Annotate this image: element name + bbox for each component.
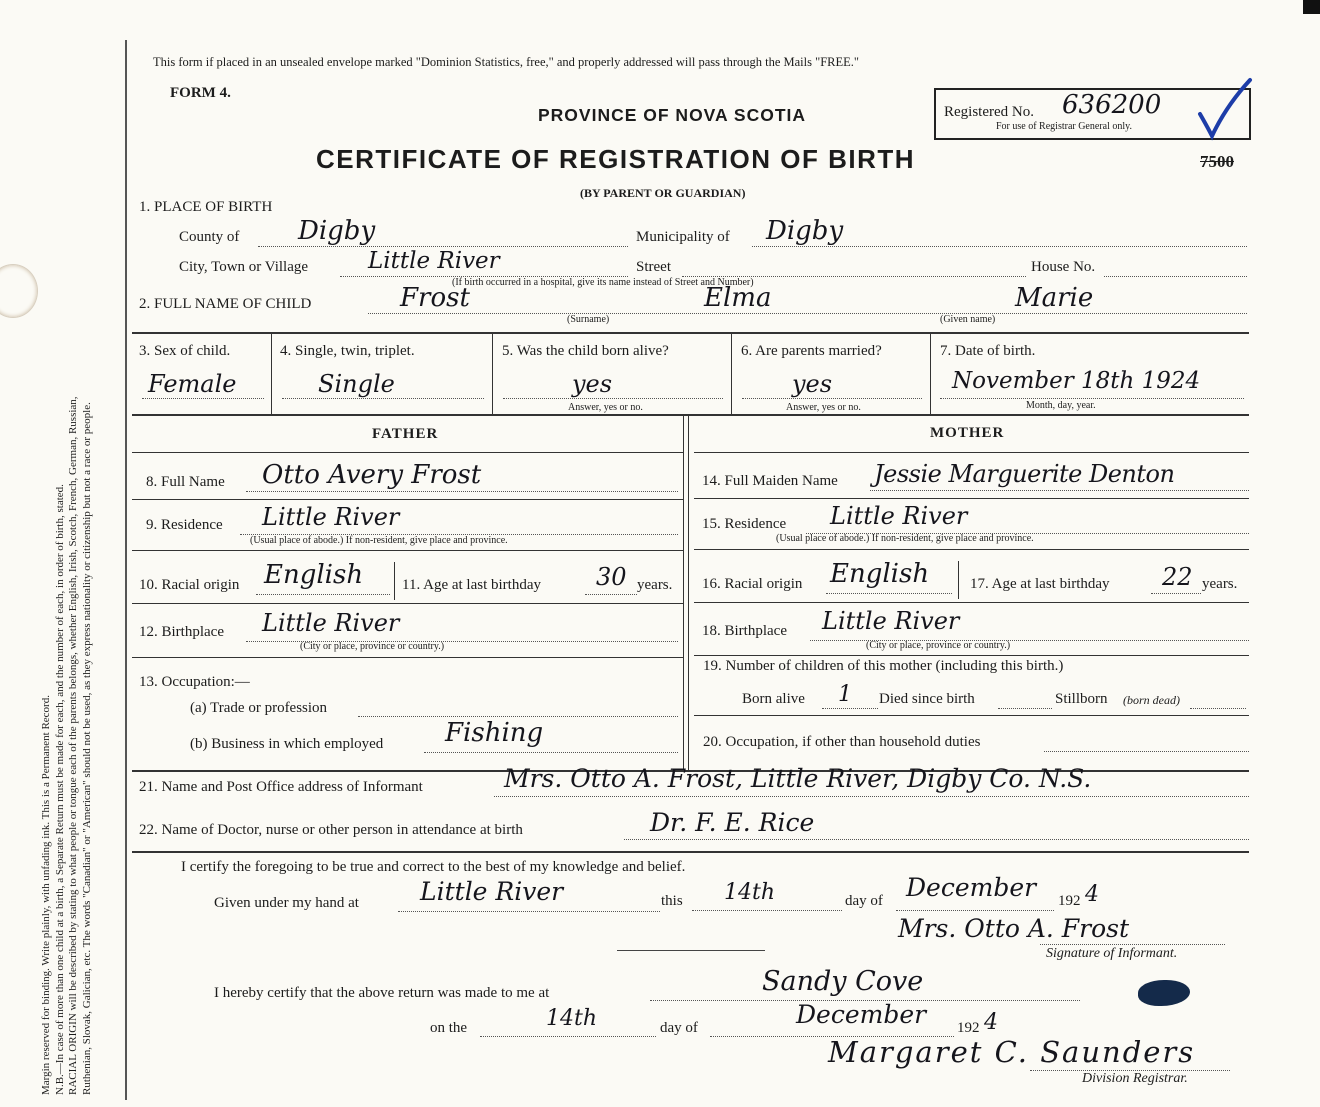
hospital-note: (If birth occurred in a hospital, give its name instead of Street and Number) [452, 277, 754, 288]
father-residence-caption: (Usual place of abode.) If non-resident, give place and province. [250, 535, 508, 546]
father-business-value: Fishing [445, 718, 544, 748]
registered-number: 636200 [1062, 90, 1162, 120]
stillborn-label: Stillborn [1055, 691, 1108, 707]
blank-line [617, 950, 765, 951]
mother-residence-value: Little River [830, 502, 968, 530]
given-under-label: Given under my hand at [214, 895, 359, 911]
father-trade-label: (a) Trade or profession [190, 700, 328, 716]
sex-label: 3. Sex of child. [139, 343, 231, 359]
house-line [1104, 276, 1247, 277]
mother-occupation-line [1044, 751, 1249, 752]
mother-name-line [870, 490, 1249, 491]
mother-birthplace-caption: (City or place, province or country.) [866, 640, 1011, 651]
mother-birthplace-label: 18. Birthplace [702, 623, 787, 639]
mother-children-label: 19. Number of children of this mother (including this birth.) [703, 658, 1064, 674]
year-prefix: 192 [1058, 893, 1081, 909]
registered-label: Registered No. [944, 104, 1034, 120]
informant-signature-line [1040, 944, 1225, 945]
father-row-rule [132, 550, 683, 551]
registrar-year-suffix: 4 [984, 1010, 998, 1035]
alive-caption: Answer, yes or no. [568, 402, 643, 413]
margin-note: N.B.—In case of more than one child at a birth, a Separate Return must be made for each, and the number of each, in order of birth, stated. [53, 484, 66, 1095]
mail-notice: This form if placed in an unsealed envelope marked "Dominion Statistics, free," and properly addressed will pass through the Mails "FREE." [153, 55, 860, 69]
dob-line [940, 398, 1244, 399]
given-month-value: December [906, 873, 1037, 902]
surname-caption: (Surname) [567, 314, 610, 325]
plurality-line [282, 398, 484, 399]
county-label: County of [179, 229, 240, 245]
given-place-line [398, 911, 660, 912]
child-surname: Frost [400, 283, 470, 313]
born-alive-line [822, 708, 878, 709]
binding-margin-line [125, 40, 127, 1100]
father-occupation-label: 13. Occupation:— [139, 674, 250, 690]
mother-years-label: years. [1202, 576, 1238, 592]
row3-divider [731, 332, 732, 414]
informant-signature-caption: Signature of Informant. [1046, 946, 1178, 961]
child-given-name-2: Marie [1015, 283, 1094, 313]
father-residence-value: Little River [262, 503, 400, 531]
father-age-line [585, 594, 637, 595]
margin-notes [40, 35, 94, 1095]
row3-top-rule [132, 332, 1249, 334]
father-race-value: English [264, 560, 364, 590]
mother-occupation-label: 20. Occupation, if other than household duties [703, 734, 981, 750]
married-caption: Answer, yes or no. [786, 402, 861, 413]
municipality-value: Digby [766, 216, 844, 246]
mother-race-value: English [830, 559, 930, 589]
child-name-label: 2. FULL NAME OF CHILD [139, 296, 312, 312]
dob-caption: Month, day, year. [1026, 400, 1096, 411]
binding-hole [0, 264, 38, 318]
county-value: Digby [298, 216, 376, 246]
mother-row-rule [694, 655, 1249, 656]
mother-birthplace-value: Little River [822, 607, 960, 635]
registrar-day-value: 14th [546, 1006, 598, 1031]
row3-divider [930, 332, 931, 414]
mother-race-label: 16. Racial origin [702, 576, 803, 592]
mother-residence-label: 15. Residence [702, 516, 787, 532]
checkmark-icon [1196, 76, 1256, 146]
born-alive-label: Born alive [742, 691, 805, 707]
city-value: Little River [368, 248, 500, 274]
mother-race-line [826, 593, 952, 594]
father-business-label: (b) Business in which employed [190, 736, 384, 752]
mother-row-rule [694, 549, 1249, 550]
municipality-line [752, 246, 1247, 247]
registrar-signature-caption: Division Registrar. [1082, 1071, 1188, 1086]
place-of-birth-label: 1. PLACE OF BIRTH [139, 199, 273, 215]
father-row-rule [132, 499, 683, 500]
plurality-value: Single [318, 370, 395, 398]
year-suffix: 4 [1085, 882, 1099, 907]
sex-value: Female [148, 370, 237, 398]
mother-row-rule [694, 715, 1249, 716]
father-race-divider [394, 562, 395, 600]
informant-label: 21. Name and Post Office address of Informant [139, 779, 423, 795]
margin-note: Margin reserved for binding. Write plainly, with unfading ink. This is a Permanent Record. [40, 695, 52, 1095]
row3-bottom-rule [132, 414, 1249, 416]
alive-value: yes [572, 370, 613, 398]
mother-row-rule [694, 602, 1249, 603]
this-label: this [661, 893, 683, 909]
day-of-label: day of [845, 893, 883, 909]
county-line [258, 246, 628, 247]
father-years-label: years. [637, 577, 673, 593]
father-race-label: 10. Racial origin [139, 577, 240, 593]
father-residence-label: 9. Residence [146, 517, 223, 533]
born-alive-value: 1 [838, 682, 852, 707]
province-heading: PROVINCE OF NOVA SCOTIA [538, 105, 807, 125]
margin-note: Ruthenian, Slovak, Galician, etc. The words "Canadian" or "American" should not be used, as they express nationality or citizenship but not a race or people. [80, 402, 93, 1095]
father-trade-line [358, 716, 678, 717]
given-place-value: Little River [420, 877, 564, 906]
father-heading: FATHER [372, 426, 439, 442]
married-line [742, 398, 922, 399]
document-title: CERTIFICATE OF REGISTRATION OF BIRTH [316, 144, 916, 174]
ink-blot [1138, 980, 1190, 1006]
father-birthplace-value: Little River [262, 609, 400, 637]
doctor-line [624, 839, 1249, 840]
mother-name-label: 14. Full Maiden Name [702, 473, 838, 489]
father-row-rule [132, 603, 683, 604]
registrar-year-prefix: 192 [957, 1020, 980, 1036]
sex-line [142, 398, 264, 399]
doctor-label: 22. Name of Doctor, nurse or other person in attendance at birth [139, 822, 523, 838]
married-value: yes [792, 370, 833, 398]
mother-age-line [1151, 593, 1201, 594]
registrar-place-value: Sandy Cove [762, 966, 924, 997]
registrar-month-value: December [796, 1000, 927, 1029]
registrar-signature: Margaret C. Saunders [828, 1035, 1196, 1069]
month-line [896, 910, 1054, 911]
edge-mark [1303, 0, 1320, 14]
document-subtitle: (BY PARENT OR GUARDIAN) [580, 186, 746, 200]
informant-signature: Mrs. Otto A. Frost [898, 914, 1130, 943]
father-heading-rule [132, 452, 683, 453]
row3-divider [492, 332, 493, 414]
mother-heading: MOTHER [930, 425, 1005, 441]
father-age-label: 11. Age at last birthday [402, 577, 541, 593]
given-day-value: 14th [724, 880, 776, 905]
father-row-rule [132, 657, 683, 658]
municipality-label: Municipality of [636, 229, 730, 245]
dob-label: 7. Date of birth. [940, 343, 1036, 359]
registrar-statement: I hereby certify that the above return was made to me at [214, 985, 550, 1001]
form-number: FORM 4. [170, 85, 231, 101]
city-label: City, Town or Village [179, 259, 309, 275]
father-birthplace-caption: (City or place, province or country.) [300, 641, 445, 652]
plurality-label: 4. Single, twin, triplet. [280, 343, 415, 359]
alive-label: 5. Was the child born alive? [502, 343, 669, 359]
father-race-line [256, 594, 390, 595]
margin-note: RACIAL ORIGIN will be described by stating to what people or tongue each of the parents belongs, whether English, Irish, Scotch, French, German, Russian, [67, 396, 79, 1095]
stillborn-note: (born dead) [1123, 693, 1180, 707]
child-given-name-1: Elma [704, 283, 772, 313]
doctor-value: Dr. F. E. Rice [650, 808, 815, 837]
day-line [692, 910, 842, 911]
died-label: Died since birth [879, 691, 975, 707]
registrar-note: For use of Registrar General only. [996, 121, 1132, 132]
dob-value: November 18th 1924 [952, 368, 1201, 394]
column-divider [683, 416, 684, 770]
row3-divider [271, 332, 272, 414]
child-name-line [368, 313, 1247, 314]
stillborn-line [1190, 708, 1246, 709]
alive-line [503, 398, 723, 399]
father-name-line [246, 491, 678, 492]
struck-number: 7500 [1200, 152, 1234, 171]
registrar-day-of-label: day of [660, 1020, 698, 1036]
mother-row-rule [694, 498, 1249, 499]
mother-heading-rule [694, 452, 1249, 453]
informant-line [494, 796, 1249, 797]
father-name-value: Otto Avery Frost [262, 460, 482, 490]
mother-race-divider [958, 561, 959, 599]
died-line [998, 708, 1052, 709]
father-age-value: 30 [596, 563, 627, 591]
mother-residence-caption: (Usual place of abode.) If non-resident, give place and province. [776, 533, 1034, 544]
informant-value: Mrs. Otto A. Frost, Little River, Digby Co. N.S. [504, 764, 1092, 793]
registrar-day-line [480, 1036, 656, 1037]
married-label: 6. Are parents married? [741, 343, 882, 359]
father-birthplace-label: 12. Birthplace [139, 624, 224, 640]
column-divider [688, 416, 689, 770]
mother-age-label: 17. Age at last birthday [970, 576, 1110, 592]
certification-statement: I certify the foregoing to be true and correct to the best of my knowledge and belief. [181, 859, 686, 875]
mother-name-value: Jessie Marguerite Denton [874, 460, 1175, 488]
father-name-label: 8. Full Name [146, 474, 225, 490]
street-label: Street [636, 259, 671, 275]
certification-top-rule [132, 851, 1249, 853]
house-label: House No. [1031, 259, 1096, 275]
given-name-caption: (Given name) [940, 314, 996, 325]
on-the-label: on the [430, 1020, 468, 1036]
father-business-line [424, 752, 678, 753]
mother-age-value: 22 [1162, 563, 1193, 591]
